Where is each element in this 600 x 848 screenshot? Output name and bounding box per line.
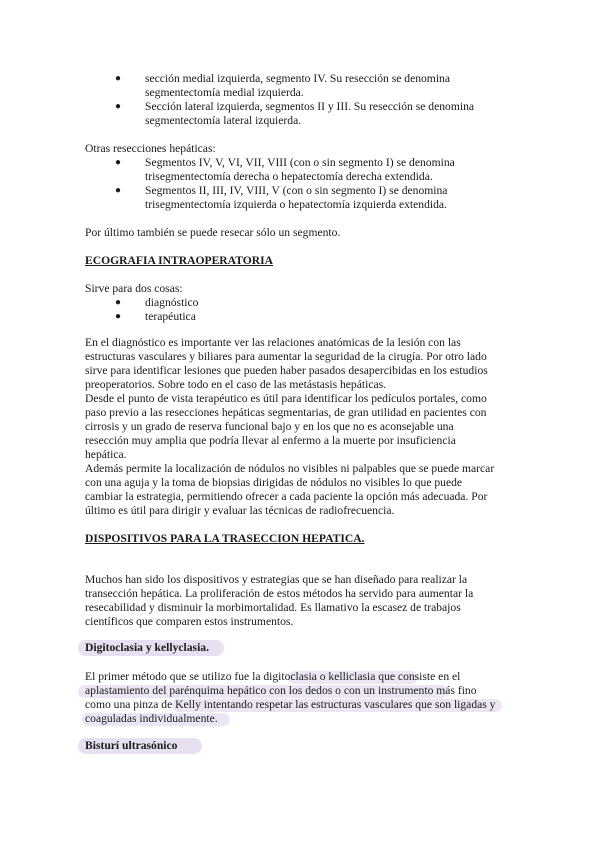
bullet-icon: ●	[115, 157, 122, 168]
section-heading-dispositivos: DISPOSITIVOS PARA LA TRASECCION HEPATICA.	[85, 532, 365, 545]
ultimo-text: Por último también se puede resecar sólo un segmento.	[85, 226, 341, 239]
eco-paragraph-1: En el diagnóstico es importante ver las relaciones anatómicas de la lesión con las estructuras vasculares y biliares para aumentar la seguridad de la cirugía. Por otro lado sirve para identificar lesiones que pueden haber pasados desapercibidas en los estudios preoperatorios. Sobre todo en el caso de las metástasis hepáticas.	[85, 336, 488, 391]
bullet-icon: ●	[115, 101, 122, 112]
subtitle-digitoclasia: Digitoclasia y kellyclasia.	[85, 641, 209, 654]
document-page: ● sección medial izquierda, segmento IV. Su resección se denomina segmentectomía medial izquierda. ● Sección lateral izquierda, segmentos II y III. Su resección se denomina segmentectomía lateral izquierda. Otras resecciones hepáticas: ● Segmentos IV, V, VI, VII, VIII (con o sin segmento I) se denomina trisegmentectomía derecha o hepatectomía derecha extendida. ● Segmentos II, III, IV, VIII, V (con o sin segmento I) se denomina trisegmentectomía izquierda o hepatectomía izquierda extendida. Por último también se puede resecar sólo un segmento. ECOGRAFIA INTRAOPERATORIA Sirve para dos cosas: ● diagnóstico ● terapéutica En el diagnóstico es importante ver las relaciones anatómicas de la lesión con las estructuras vasculares y biliares para aumentar la seguridad de la cirugía. Por otro lado sirve para identificar lesiones que pueden haber pasados desapercibidas en los estudios preoperatorios. Sobre todo en el caso de las metástasis hepáticas. Desde el punto de vista terapéutico es útil para identificar los pedículos portales, como paso previo a las resecciones hepáticas segmentarias, de gran utilidad en pacientes con cirrosis y un grado de reserva funcional bajo y en los que no es aconsejable una resección muy amplia que podría llevar al enfermo a la muerte por insuficiencia hepática. Además permite la localización de nódulos no visibles ni palpables que se puede marcar con una aguja y la toma de biopsias dirigidas de nódulos no visibles lo que puede cambiar la estrategia, permitiendo ofrecer a cada paciente la opción más adecuada. Por último es útil para dirigir y evaluar las técnicas de radiofrecuencia. DISPOSITIVOS PARA LA TRASECCION HEPATICA. Muchos han sido los dispositivos y estrategias que se han diseñado para realizar la transección hepática. La proliferación de estos métodos ha servido para aumentar la resecabilidad y disminuir la morbimortalidad. Es llamativo la escasez de trabajos científicos que comparen estos instrumentos. Digitoclasia y kellyclasia. El primer método que se utilizo fue la digitoclasia o kelliclasia que consiste en el aplastamiento del parénquima hepático con los dedos o con un instrumento más fino como una pinza de Kelly intentando respetar las estructuras vasculares que son ligadas y coaguladas individualmente. Bisturí ultrasónico	[0, 0, 600, 848]
eco-paragraph-2: Desde el punto de vista terapéutico es útil para identificar los pedículos portales, como paso previo a las resecciones hepáticas segmentarias, de gran utilidad en pacientes con cirrosis y un grado de reserva funcional bajo y en los que no es aconsejable una resección muy amplia que podría llevar al enfermo a la muerte por insuficiencia hepática.	[85, 392, 487, 461]
bullet-icon: ●	[115, 73, 122, 84]
otras-label: Otras resecciones hepáticas:	[85, 142, 216, 155]
subtitle-bisturi: Bisturí ultrasónico	[85, 739, 178, 752]
bullet-icon: ●	[115, 297, 122, 308]
sirve-label: Sirve para dos cosas:	[85, 282, 183, 295]
section-heading-ecografia: ECOGRAFIA INTRAOPERATORIA	[85, 254, 273, 267]
digito-paragraph: El primer método que se utilizo fue la digitoclasia o kelliclasia que consiste en el aplastamiento del parénquima hepático con los dedos o con un instrumento más fino como una pinza de Kelly intentando respetar las estructuras vasculares que son ligadas y coaguladas individualmente.	[85, 670, 496, 725]
disp-paragraph: Muchos han sido los dispositivos y estrategias que se han diseñado para realizar la transección hepática. La proliferación de estos métodos ha servido para aumentar la resecabilidad y disminuir la morbimortalidad. Es llamativo la escasez de trabajos científicos que comparen estos instrumentos.	[85, 573, 474, 628]
bullet-icon: ●	[115, 185, 122, 196]
eco-paragraph-3: Además permite la localización de nódulos no visibles ni palpables que se puede marcar con una aguja y la toma de biopsias dirigidas de nódulos no visibles lo que puede cambiar la estrategia, permitiendo ofrecer a cada paciente la opción más adecuada. Por último es útil para dirigir y evaluar las técnicas de radiofrecuencia.	[85, 462, 495, 517]
bullet-icon: ●	[115, 311, 122, 322]
